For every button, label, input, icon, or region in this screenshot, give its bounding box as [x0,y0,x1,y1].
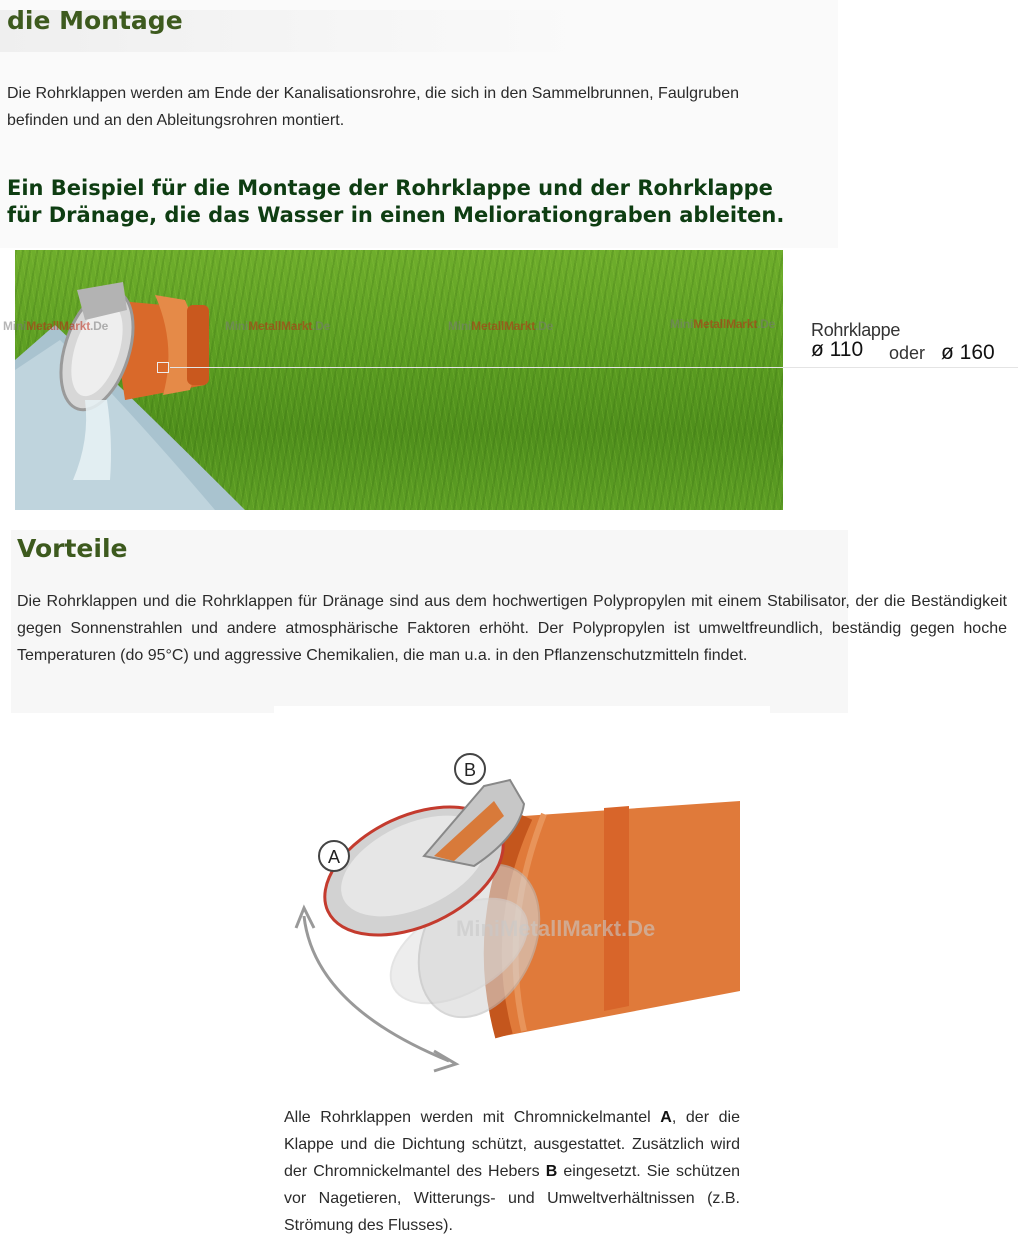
watermark-3: MiniMetallMarkt.De [448,319,554,333]
installation-photo [3,250,783,510]
watermark-diagram: MiniMetallMarkt.De [456,916,656,941]
product-diagram [274,706,770,1090]
callout-label: Rohrklappe [811,320,901,340]
watermark-1: MiniMetallMarkt.De [3,319,109,333]
vorteile-text: Die Rohrklappen und die Rohrklappen für Dränage sind aus dem hochwertigen Polypropylen mit einem Stabilisator, der die Beständigkeit gegen Sonnenstrahlen und andere atmosphärische Faktoren erhöht. Der Polypropylen ist umweltfreundlich, beständig gegen hoche Temperaturen (do 95°C) und aggressive Chemikalien, die man u.a. in den Pflanzenschutzmitteln findet. [17,593,1007,664]
label-a: A [327,847,341,867]
caption-mark-a: A [660,1109,672,1126]
watermark-4: MiniMetallMarkt.De [670,317,776,331]
diagram-caption: Alle Rohrklappen werden mit Chromnickelmantel A, der die Klappe und die Dichtung schützt, ausgestattet. Zusätzlich wird der Chromnickelmantel des Hebers B eingesetzt. Sie schützen vor Nagetieren, Witterungs- und Umweltverhältnissen (z.B. Strömung des Flusses). [284,1109,741,1234]
montage-example-heading: Ein Beispiel für die Montage der Rohrklappe und der Rohrklappe für Dränage, die das Wasser in einen Meliorationgraben ableiten. [7,176,785,227]
watermark-2: MiniMetallMarkt.De [225,319,331,333]
montage-intro-text: Die Rohrklappen werden am Ende der Kanalisationsrohre, die sich in den Sammelbrunnen, Faulgruben befinden und an den Ableitungsrohren montiert. [7,85,739,129]
callout-diameter-160: ø 160 [941,341,995,364]
callout-line [170,367,1018,368]
callout-or: oder [889,343,926,363]
callout-marker [157,362,169,373]
callout-diameter-110: ø 110 [811,338,864,361]
caption-mark-b: B [545,1163,558,1180]
montage-heading: die Montage [7,6,183,35]
flap-diagram-illustration [274,706,770,1090]
installation-illustration [15,250,783,510]
vorteile-heading: Vorteile [17,534,128,563]
label-b: B [463,760,477,780]
